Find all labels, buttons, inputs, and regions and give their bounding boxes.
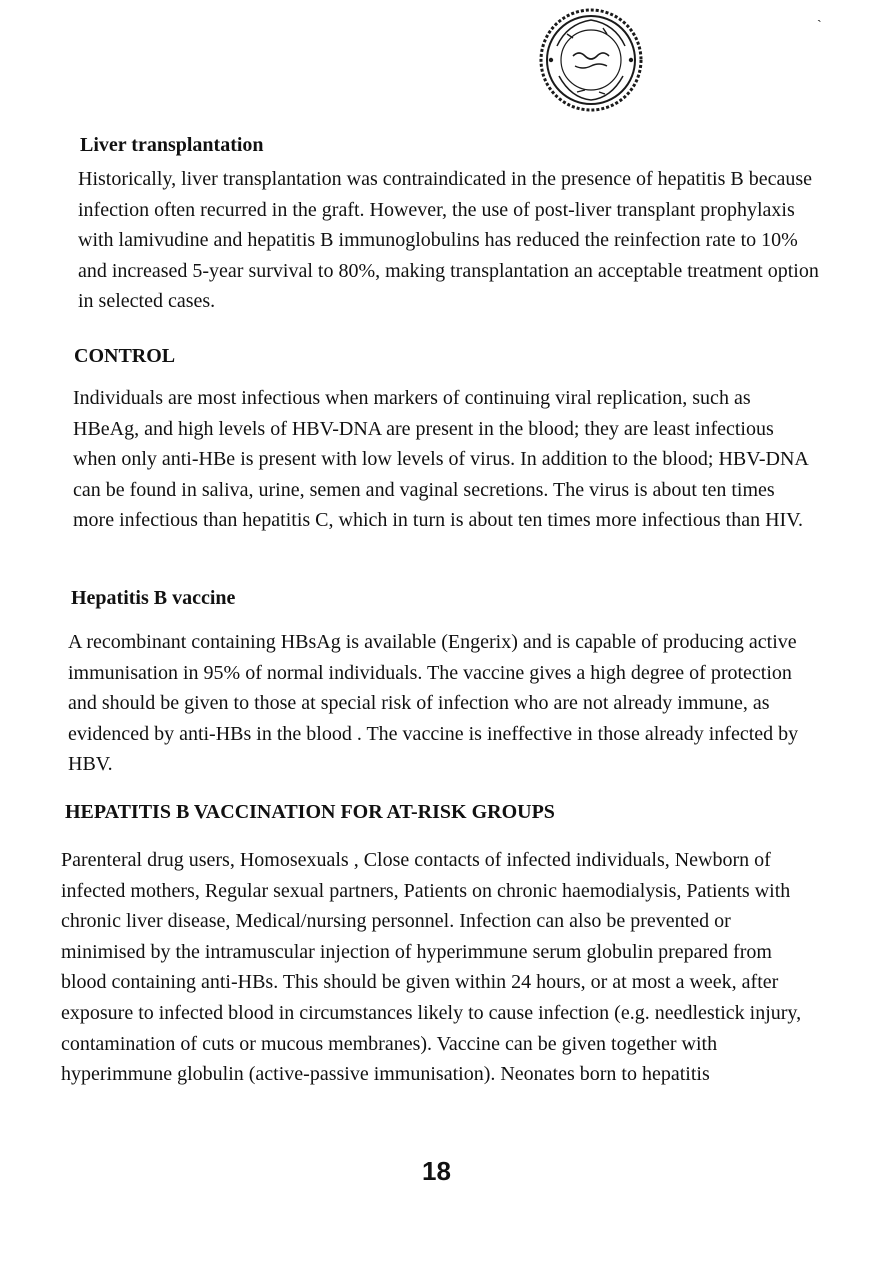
paragraph: Individuals are most infectious when markers of continuing viral replication, such as HBeAg, and high levels of HBV-DNA are present in the blood; they are least infectious when only anti-HBe is present with low levels of virus. In addition to the blood; HBV-DNA can be found in saliva, urine, semen and vaginal secretions. The virus is about ten times more infectious than hepatitis C, which in turn is about ten times more infectious than HIV. xyxy=(73,387,808,532)
section-body xyxy=(68,627,813,780)
corner-mark: ˏ xyxy=(817,8,822,23)
section-heading: Liver transplantation xyxy=(80,134,264,156)
paragraph: Parenteral drug users, Homosexuals , Close contacts of infected individuals, Newborn of infected mothers, Regular sexual partners, Patients on chronic haemodialysis, Patients with chronic liver disease, Medical/nursing personnel. Infection can also be prevented or minimised by the intramuscular injection of hyperimmune serum globulin prepared from blood containing anti-HBs. This should be given within 24 hours, or at most a week, after exposure to infected blood in circumstances likely to cause infection (e.g. needlestick injury, contamination of cuts or mucous membranes). Vaccine can be given together with hyperimmune globulin (active-passive immunisation). Neonates born to hepatitis xyxy=(61,849,802,1086)
page-number: 18 xyxy=(422,1156,451,1186)
paragraph: A recombinant containing HBsAg is available (Engerix) and is capable of producing active immunisation in 95% of normal individuals. The vaccine gives a high degree of protection and should be given to those at special risk of infection who are not already immune, as evidenced by anti-HBs in the blood . The vaccine is ineffective in those already infected by HBV. xyxy=(68,631,799,776)
copy-shop-stamp xyxy=(537,6,645,114)
section-heading: HEPATITIS B VACCINATION FOR AT-RISK GROUPS xyxy=(65,801,555,823)
section-control xyxy=(74,344,824,368)
section-body xyxy=(61,845,811,1090)
section-heading: Hepatitis B vaccine xyxy=(71,587,236,609)
paragraph: Historically, liver transplantation was contraindicated in the presence of hepatitis B because infection often recurred in the graft. However, the use of post-liver transplant prophylaxis with lamivudine and hepatitis B immunoglobulins has reduced the reinfection rate to 10% and increased 5-year survival to 80%, making transplantation an acceptable treatment option in selected cases. xyxy=(78,168,819,313)
section-body xyxy=(73,383,813,536)
section-hepatitis-b-vaccine xyxy=(71,586,821,610)
section-heading: CONTROL xyxy=(74,345,176,367)
section-liver-transplantation xyxy=(80,133,830,157)
section-body xyxy=(78,164,828,317)
section-vaccination-at-risk xyxy=(65,800,815,824)
